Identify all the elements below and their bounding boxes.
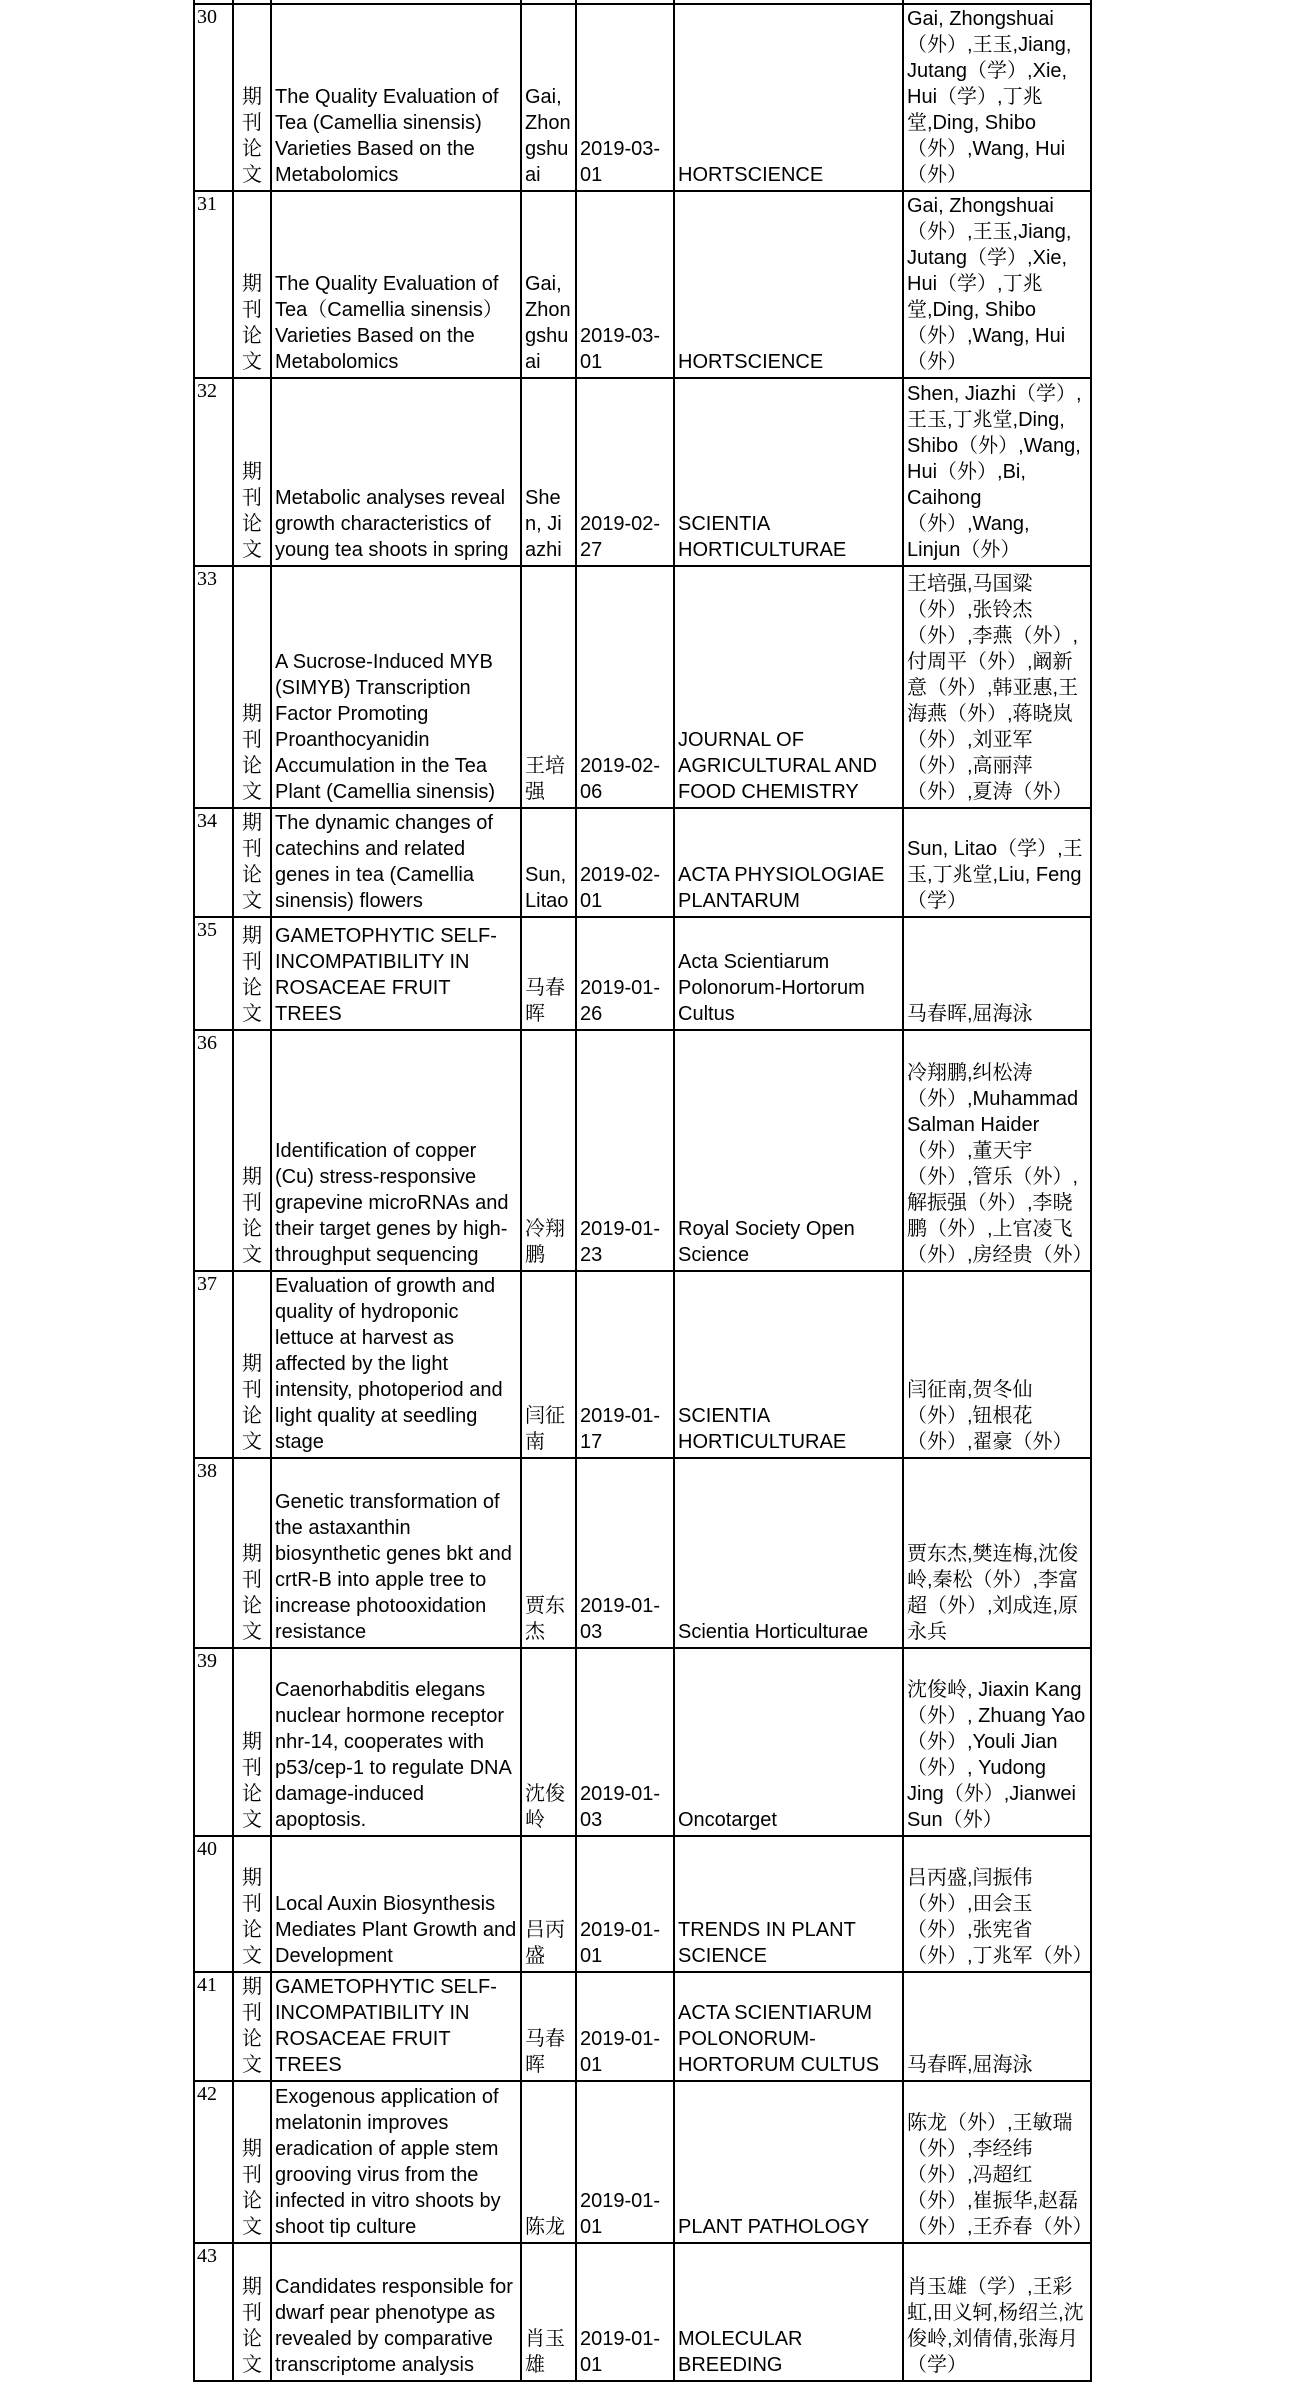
publication-type: 期刊论文 bbox=[233, 2243, 271, 2381]
publication-type: 期刊论文 bbox=[233, 1030, 271, 1271]
first-author: 闫征南 bbox=[521, 1271, 576, 1458]
author-list: 沈俊岭, Jiaxin Kang（外）, Zhuang Yao（外）,Youli Jian（外）, Yudong Jing（外）,Jianwei Sun（外） bbox=[903, 1648, 1091, 1836]
publication-list-page bbox=[193, 0, 1092, 2382]
author-list: Sun, Litao（学）,王玉,丁兆堂,Liu, Feng（学） bbox=[903, 808, 1091, 917]
row-number: 38 bbox=[194, 1458, 233, 1648]
publication-title: GAMETOPHYTIC SELF-INCOMPATIBILITY IN ROSACEAE FRUIT TREES bbox=[271, 917, 521, 1030]
publish-date: 2019-01-01 bbox=[576, 1836, 674, 1972]
publish-date: 2019-01-01 bbox=[576, 1972, 674, 2081]
publication-type: 期刊论文 bbox=[233, 1458, 271, 1648]
publication-type: 期刊论文 bbox=[233, 1648, 271, 1836]
table-row bbox=[194, 917, 1091, 1030]
first-author: 冷翔鹏 bbox=[521, 1030, 576, 1271]
publication-title: Evaluation of growth and quality of hydroponic lettuce at harvest as affected by the light intensity, photoperiod and light quality at seedling stage bbox=[271, 1271, 521, 1458]
publication-type: 期刊论文 bbox=[233, 378, 271, 566]
table-row bbox=[194, 4, 1091, 191]
publish-date: 2019-01-03 bbox=[576, 1458, 674, 1648]
publish-date: 2019-03-01 bbox=[576, 4, 674, 191]
author-list: Gai, Zhongshuai（外）,王玉,Jiang, Jutang（学）,Xie, Hui（学）,丁兆堂,Ding, Shibo（外）,Wang, Hui（外） bbox=[903, 4, 1091, 191]
first-author: 陈龙 bbox=[521, 2081, 576, 2243]
first-author: Gai, Zhongshuai bbox=[521, 4, 576, 191]
table-row bbox=[194, 2243, 1091, 2381]
journal-name: Royal Society Open Science bbox=[674, 1030, 903, 1271]
publications-table bbox=[193, 0, 1092, 2382]
publish-date: 2019-01-01 bbox=[576, 2081, 674, 2243]
publication-title: The dynamic changes of catechins and related genes in tea (Camellia sinensis) flowers bbox=[271, 808, 521, 917]
first-author: 肖玉雄 bbox=[521, 2243, 576, 2381]
row-number: 31 bbox=[194, 191, 233, 378]
table-row bbox=[194, 1458, 1091, 1648]
journal-name: SCIENTIA HORTICULTURAE bbox=[674, 378, 903, 566]
row-number: 41 bbox=[194, 1972, 233, 2081]
journal-name: Scientia Horticulturae bbox=[674, 1458, 903, 1648]
publish-date: 2019-02-27 bbox=[576, 378, 674, 566]
first-author: Gai, Zhongshuai bbox=[521, 191, 576, 378]
journal-name: JOURNAL OF AGRICULTURAL AND FOOD CHEMISTRY bbox=[674, 566, 903, 808]
table-row bbox=[194, 808, 1091, 917]
publication-type: 期刊论文 bbox=[233, 2081, 271, 2243]
row-number: 42 bbox=[194, 2081, 233, 2243]
journal-name: MOLECULAR BREEDING bbox=[674, 2243, 903, 2381]
author-list: 马春晖,屈海泳 bbox=[903, 917, 1091, 1030]
publication-title: The Quality Evaluation of Tea（Camellia sinensis）Varieties Based on the Metabolomics bbox=[271, 191, 521, 378]
journal-name: PLANT PATHOLOGY bbox=[674, 2081, 903, 2243]
row-number: 40 bbox=[194, 1836, 233, 1972]
first-author: 王培强 bbox=[521, 566, 576, 808]
first-author: Shen, Jiazhi bbox=[521, 378, 576, 566]
publication-type: 期刊论文 bbox=[233, 1836, 271, 1972]
author-list: 肖玉雄（学）,王彩虹,田义轲,杨绍兰,沈俊岭,刘倩倩,张海月（学） bbox=[903, 2243, 1091, 2381]
table-row bbox=[194, 1030, 1091, 1271]
first-author: 吕丙盛 bbox=[521, 1836, 576, 1972]
publication-type: 期刊论文 bbox=[233, 4, 271, 191]
journal-name: ACTA SCIENTIARUM POLONORUM-HORTORUM CULTUS bbox=[674, 1972, 903, 2081]
table-row bbox=[194, 2081, 1091, 2243]
row-number: 43 bbox=[194, 2243, 233, 2381]
row-number: 39 bbox=[194, 1648, 233, 1836]
publication-type: 期刊论文 bbox=[233, 1972, 271, 2081]
publication-title: The Quality Evaluation of Tea (Camellia sinensis) Varieties Based on the Metabolomics bbox=[271, 4, 521, 191]
author-list: 贾东杰,樊连梅,沈俊岭,秦松（外）,李富超（外）,刘成连,原永兵 bbox=[903, 1458, 1091, 1648]
first-author: 贾东杰 bbox=[521, 1458, 576, 1648]
publish-date: 2019-02-06 bbox=[576, 566, 674, 808]
publication-title: Candidates responsible for dwarf pear phenotype as revealed by comparative transcriptome analysis bbox=[271, 2243, 521, 2381]
table-row bbox=[194, 378, 1091, 566]
publication-title: Exogenous application of melatonin improves eradication of apple stem grooving virus from the infected in vitro shoots by shoot tip culture bbox=[271, 2081, 521, 2243]
author-list: 马春晖,屈海泳 bbox=[903, 1972, 1091, 2081]
journal-name: ACTA PHYSIOLOGIAE PLANTARUM bbox=[674, 808, 903, 917]
table-row bbox=[194, 1836, 1091, 1972]
publish-date: 2019-01-23 bbox=[576, 1030, 674, 1271]
publication-title: Local Auxin Biosynthesis Mediates Plant Growth and Development bbox=[271, 1836, 521, 1972]
table-row bbox=[194, 566, 1091, 808]
author-list: 王培强,马国粱（外）,张铃杰（外）,李燕（外）,付周平（外）,阚新意（外）,韩亚惠,王海燕（外）,蒋晓岚（外）,刘亚军（外）,高丽萍（外）,夏涛（外） bbox=[903, 566, 1091, 808]
first-author: Sun, Litao bbox=[521, 808, 576, 917]
journal-name: SCIENTIA HORTICULTURAE bbox=[674, 1271, 903, 1458]
publish-date: 2019-02-01 bbox=[576, 808, 674, 917]
journal-name: Oncotarget bbox=[674, 1648, 903, 1836]
row-number: 30 bbox=[194, 4, 233, 191]
publication-title: Caenorhabditis elegans nuclear hormone receptor nhr-14, cooperates with p53/cep-1 to regulate DNA damage-induced apoptosis. bbox=[271, 1648, 521, 1836]
table-row bbox=[194, 1972, 1091, 2081]
row-number: 36 bbox=[194, 1030, 233, 1271]
publication-title: Metabolic analyses reveal growth characteristics of young tea shoots in spring bbox=[271, 378, 521, 566]
publish-date: 2019-01-01 bbox=[576, 2243, 674, 2381]
row-number: 33 bbox=[194, 566, 233, 808]
publication-type: 期刊论文 bbox=[233, 1271, 271, 1458]
publish-date: 2019-01-17 bbox=[576, 1271, 674, 1458]
row-number: 35 bbox=[194, 917, 233, 1030]
publication-title: Identification of copper (Cu) stress-responsive grapevine microRNAs and their target genes by high-throughput sequencing bbox=[271, 1030, 521, 1271]
table-row bbox=[194, 1648, 1091, 1836]
journal-name: Acta Scientiarum Polonorum-Hortorum Cultus bbox=[674, 917, 903, 1030]
author-list: 吕丙盛,闫振伟（外）,田会玉（外）,张宪省（外）,丁兆军（外） bbox=[903, 1836, 1091, 1972]
author-list: 冷翔鹏,纠松涛（外）,Muhammad Salman Haider（外）,董天宇（外）,管乐（外）,解振强（外）,李晓鹏（外）,上官凌飞（外）,房经贵（外） bbox=[903, 1030, 1091, 1271]
publish-date: 2019-01-26 bbox=[576, 917, 674, 1030]
publication-type: 期刊论文 bbox=[233, 917, 271, 1030]
row-number: 37 bbox=[194, 1271, 233, 1458]
journal-name: TRENDS IN PLANT SCIENCE bbox=[674, 1836, 903, 1972]
row-number: 32 bbox=[194, 378, 233, 566]
publication-type: 期刊论文 bbox=[233, 808, 271, 917]
publish-date: 2019-01-03 bbox=[576, 1648, 674, 1836]
author-list: Gai, Zhongshuai（外）,王玉,Jiang, Jutang（学）,Xie, Hui（学）,丁兆堂,Ding, Shibo（外）,Wang, Hui（外） bbox=[903, 191, 1091, 378]
publication-type: 期刊论文 bbox=[233, 191, 271, 378]
table-row bbox=[194, 1271, 1091, 1458]
publication-title: GAMETOPHYTIC SELF-INCOMPATIBILITY IN ROSACEAE FRUIT TREES bbox=[271, 1972, 521, 2081]
first-author: 马春晖 bbox=[521, 917, 576, 1030]
publication-type: 期刊论文 bbox=[233, 566, 271, 808]
row-number: 34 bbox=[194, 808, 233, 917]
publish-date: 2019-03-01 bbox=[576, 191, 674, 378]
journal-name: HORTSCIENCE bbox=[674, 4, 903, 191]
publication-title: A Sucrose-Induced MYB (SIMYB) Transcription Factor Promoting Proanthocyanidin Accumulation in the Tea Plant (Camellia sinensis) bbox=[271, 566, 521, 808]
publication-title: Genetic transformation of the astaxanthin biosynthetic genes bkt and crtR-B into apple tree to increase photooxidation resistance bbox=[271, 1458, 521, 1648]
first-author: 马春晖 bbox=[521, 1972, 576, 2081]
author-list: Shen, Jiazhi（学）,王玉,丁兆堂,Ding, Shibo（外）,Wang, Hui（外）,Bi, Caihong（外）,Wang, Linjun（外） bbox=[903, 378, 1091, 566]
first-author: 沈俊岭 bbox=[521, 1648, 576, 1836]
author-list: 闫征南,贺冬仙（外）,钮根花（外）,翟豪（外） bbox=[903, 1271, 1091, 1458]
journal-name: HORTSCIENCE bbox=[674, 191, 903, 378]
author-list: 陈龙（外）,王敏瑞（外）,李经纬（外）,冯超红（外）,崔振华,赵磊（外）,王乔春（外） bbox=[903, 2081, 1091, 2243]
table-row bbox=[194, 191, 1091, 378]
